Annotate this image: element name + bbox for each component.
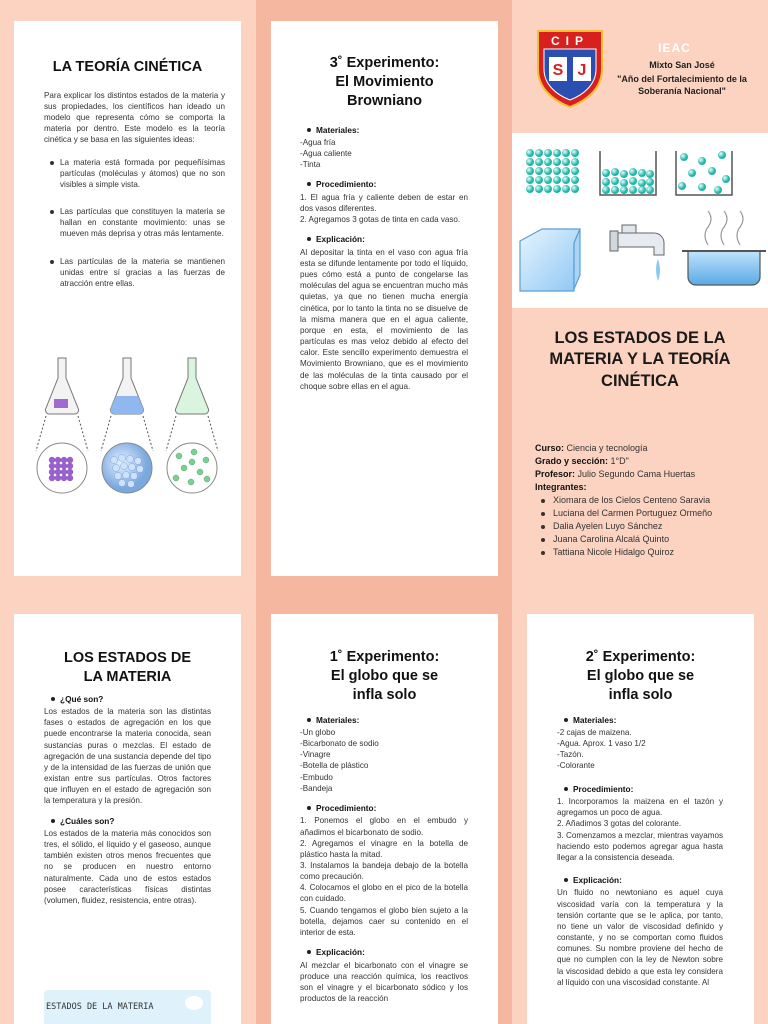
members-list <box>535 494 760 559</box>
list-item: -Agua caliente <box>300 149 352 159</box>
motto: "Año del Fortalecimiento de la Soberanía Nacional" <box>617 74 747 97</box>
step-text: 1. Ponemos el globo en el embudo y añadimos el bicarbonato de sodio. <box>300 816 468 837</box>
title-line: LOS ESTADOS DE <box>63 650 192 666</box>
title-line: 1˚ Experimento: <box>329 649 440 665</box>
list-item: -Embudo <box>300 772 333 782</box>
cover-title: LOS ESTADOS DE LA MATERIA Y LA TEORÍA CINÉTICA <box>549 329 731 390</box>
grade-line <box>535 455 760 468</box>
teacher-line <box>535 468 760 481</box>
explanation-text: Al depositar la tinta en el vaso con agua fría esta se difunde lentamente por todo el líquido, pues cómo está a punto de congelarse las moléculas del agua se encuentran mucho más quietas, ya que no tienen mucha energía cinética, por lo tanto la tinta no se disuelve de la misma manera que en el agua caliente, porque en esta, el movimiento de las partículas es mas veloz debido al efecto del calor. Este sencillo experimento demuestra el Movimiento Browniano, que es el movimiento de las moléculas de la tinta causado por el choque sobre ellas en el agua. <box>300 247 468 391</box>
title-line: infla solo <box>352 686 417 703</box>
list-item: -Colorante <box>557 761 595 771</box>
members-label: Integrantes: <box>535 482 587 493</box>
title-line: El globo que se <box>330 667 439 684</box>
list-item: -Tazón. <box>557 750 584 760</box>
step-text: 1. El agua fría y caliente deben de estar en dos vasos diferentes. <box>300 192 468 214</box>
step-text: 4. Colocamos el globo en el pico de la botella con cuidado. <box>300 883 468 904</box>
section-label-explicacion: Explicación: <box>300 947 468 958</box>
panel-title <box>271 648 498 705</box>
org-name: IEAC <box>658 41 691 55</box>
list-item: -Botella de plástico <box>300 761 369 771</box>
logo-letter: J <box>577 62 587 79</box>
panel-body <box>527 715 754 988</box>
section-label-procedimiento: Procedimiento: <box>557 784 723 795</box>
list-item: Xiomara de los Cielos Centeno Saravia <box>553 494 760 507</box>
list-item: -Agua. Aprox. 1 vaso 1/2 <box>557 739 646 749</box>
field-value: Julio Segundo Cama Huertas <box>577 469 696 480</box>
title-line: Browniano <box>347 92 422 109</box>
section-label-procedimiento: Procedimiento: <box>300 803 468 814</box>
title-line: infla solo <box>608 686 673 703</box>
image-label: ESTADOS DE LA MATERIA <box>46 1002 154 1012</box>
list-item: Luciana del Carmen Portuguez Ormeño <box>553 507 760 520</box>
panel-title <box>271 54 498 111</box>
logo-top-text: CIP <box>550 34 590 48</box>
list-item: Tattiana Nicole Hidalgo Quiroz <box>553 546 760 559</box>
step-text: 2. Agregamos el vinagre en la botella de plástico hasta la mitad. <box>300 838 468 859</box>
list-item: Juana Carolina Alcalá Quinto <box>553 533 760 546</box>
panel-states-of-matter <box>14 614 241 1024</box>
panel-body <box>14 90 241 289</box>
school-logo <box>534 25 606 109</box>
list-item: -Vinagre <box>300 750 331 760</box>
list-item: -Tinta <box>300 160 321 170</box>
step-text: 2. Añadimos 3 gotas del colorante. <box>557 819 682 829</box>
field-value: 1°D" <box>610 456 629 467</box>
title-line: LA MATERIA <box>83 668 172 685</box>
panel-experiment-3 <box>271 21 498 576</box>
question-label: ¿Qué son? <box>44 694 211 705</box>
list-item: Las partículas de la materia se mantienen unidas entre sí gracias a las fuerzas de atracción entre ellas. <box>60 256 225 288</box>
panel-experiment-2 <box>527 614 754 1024</box>
flasks-illustration <box>14 356 241 496</box>
step-text: 1. Incorporamos la maizena en el tazón y agregamos un poco de agua. <box>557 797 723 818</box>
panel-kinetic-theory <box>14 21 241 576</box>
list-item: La materia está formada por pequeñísimas partículas (moléculas y átomos) que no son visibles a simple vista. <box>60 157 225 189</box>
field-label: Profesor: <box>535 469 576 480</box>
list-item: -Agua fría <box>300 137 336 147</box>
field-label: Grado y sección: <box>535 456 609 467</box>
title-line: 3˚ Experimento: <box>329 55 440 71</box>
section-label-procedimiento: Procedimiento: <box>300 179 468 190</box>
panel-body <box>271 715 498 1005</box>
answer-text: Los estados de la materia son las distintas fases o estados de agregación en los que puede encontrarse la materia conocida, sean sustancias puras o mezclas. El estado de agregación de una sustancia depende del tipo y de la intensidad de las fuerzas de unión que existan entre sus partículas. Otros factores que influyen en el estado de agregación son la temperatura y la presión. <box>44 707 211 806</box>
question-label: ¿Cuáles son? <box>44 816 211 827</box>
panel-title <box>527 648 754 705</box>
states-illustration-panel <box>512 133 768 308</box>
course-info <box>535 442 760 559</box>
list-item: -Un globo <box>300 727 336 737</box>
cover-header <box>512 0 768 130</box>
panel-body <box>271 125 498 392</box>
section-label-materiales: Materiales: <box>300 715 468 726</box>
step-text: 3. Instalamos la bandeja debajo de la botella como precaución. <box>300 860 468 882</box>
panel-experiment-1 <box>271 614 498 1024</box>
explanation-text: Al mezclar el bicarbonato con el vinagre se produce una reacción química, los reactivos son el vinagre y el bicarbonato sódico y los productos de la reacción <box>300 960 468 1003</box>
title-line: El Movimiento <box>335 73 434 90</box>
panel-body <box>14 694 241 906</box>
step-text: 3. Comenzamos a mezclar, mientras vayamos haciendo esto podemos agregar agua hasta llegar a la consistencia deseada. <box>557 830 723 862</box>
list-item: Dalia Ayelen Luyo Sánchez <box>553 520 760 533</box>
panel-title: LA TEORÍA CINÉTICA <box>52 59 203 75</box>
field-value: Ciencia y tecnología <box>566 443 648 453</box>
field-label: Curso: <box>535 443 564 453</box>
step-text: 5. Cuando tengamos el globo bien sujeto a la botella, dejamos caer su contenido en el interior de esta. <box>300 905 468 937</box>
step-text: 2. Agregamos 3 gotas de tinta en cada vaso. <box>300 215 461 225</box>
section-label-explicacion: Explicación: <box>300 234 468 245</box>
states-image <box>44 990 211 1024</box>
section-label-explicacion: Explicación: <box>557 875 723 886</box>
answer-text: Los estados de la materia más conocidos son tres, el sólido, el líquido y el gaseoso, aunque también existen otros menos frecuentes que no se producen en nuestro entorno naturalmente. Cada uno de estos estados posee características físicas distintas (volumen, fluidez, resistencia, entre otras). <box>44 828 211 905</box>
list-item: Las partículas que constituyen la materia se hallan en constante movimiento: unas se mueven más deprisa y otras más lentamente. <box>60 207 225 239</box>
cloud-shape <box>185 996 203 1010</box>
states-of-matter-illustration <box>512 133 768 308</box>
course-line <box>535 442 760 455</box>
list-item: -2 cajas de maizena. <box>557 727 632 737</box>
logo-letter: S <box>552 62 564 79</box>
panel-title <box>14 649 241 687</box>
title-line: El globo que se <box>586 667 695 684</box>
list-item: -Bandeja <box>300 783 333 793</box>
section-label-materiales: Materiales: <box>300 125 468 136</box>
title-line: 2˚ Experimento: <box>585 649 696 665</box>
list-item: -Bicarbonato de sodio <box>300 739 379 749</box>
section-label-materiales: Materiales: <box>557 715 723 726</box>
explanation-text: Un fluido no newtoniano es aquel cuya viscosidad varía con la temperatura y la tensión cortante que se le aplica, por tanto, no tiene un valor de viscosidad definido y constante, y no se comportan como fluidos comunes. Su nombre proviene del hecho de que no cumplen con la ley de Newton sobre la viscosidad debido a que esta ley considera al líquido con una viscosidad constante. Al <box>557 888 723 987</box>
school-name: Mixto San José <box>649 60 715 70</box>
intro-text: Para explicar los distintos estados de la materia y sus propiedades, los científicos han ideado un modelo que representa cómo se comporta la materia por dentro. Este modelo es la teoría cinética y se basa en las siguientes ideas: <box>44 90 225 145</box>
